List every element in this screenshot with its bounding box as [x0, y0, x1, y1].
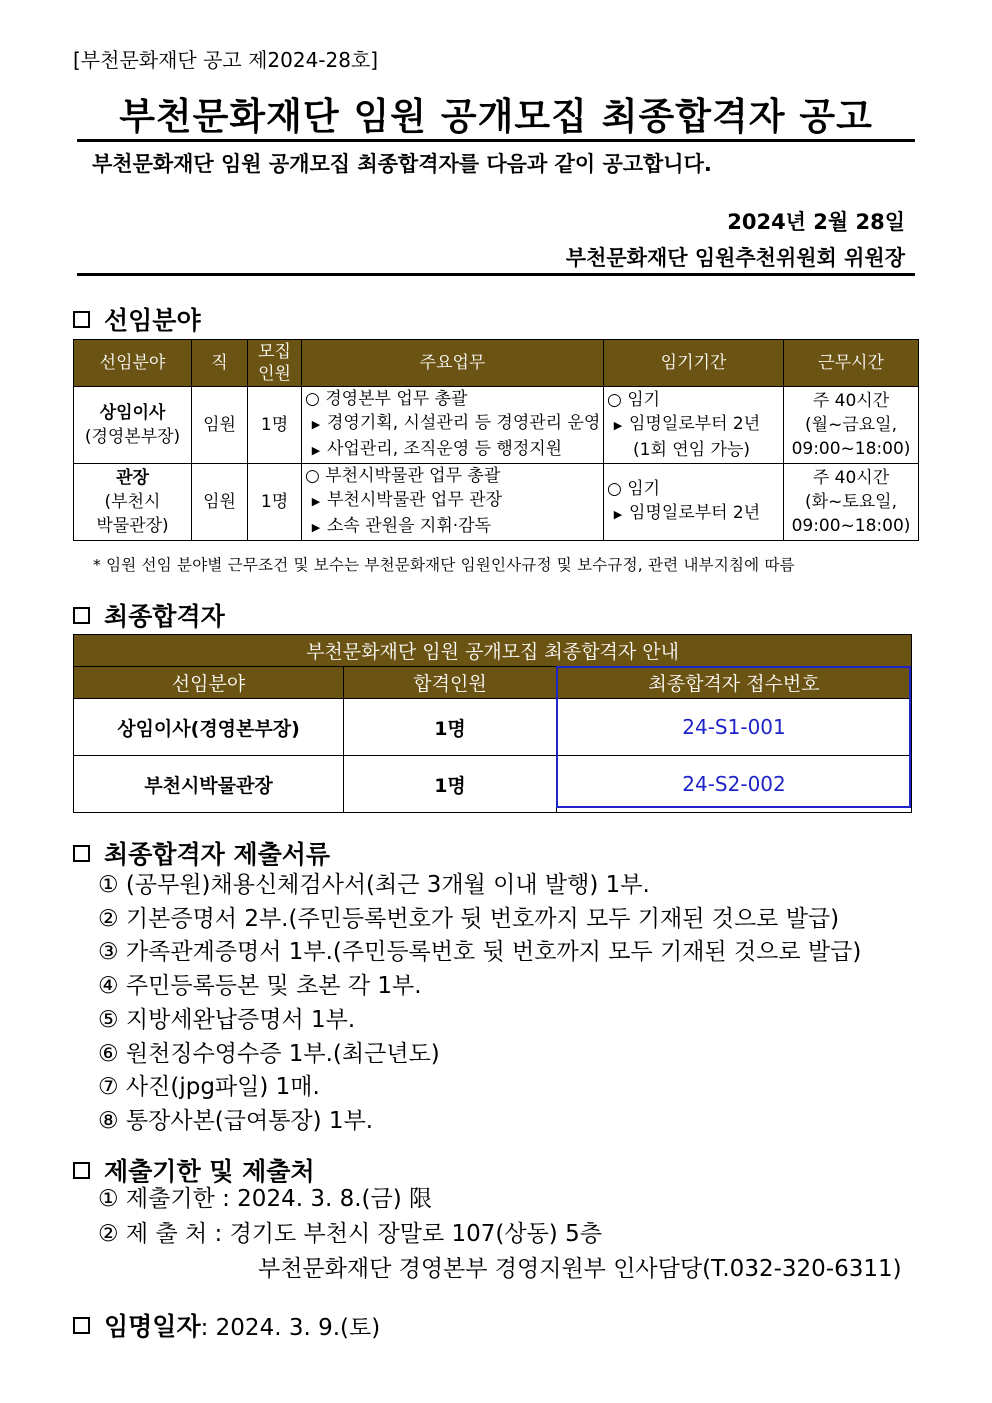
section-heading-field: 선임분야 — [73, 301, 201, 337]
triangle-bullet-icon: ▶ — [613, 508, 623, 521]
checkbox-square-icon — [73, 311, 90, 328]
term-cell: ○ 임기 ▶ 임명일로부터 2년 — [604, 464, 784, 541]
table-caption-row — [74, 635, 912, 667]
column-header: 최종합격자 접수번호 — [557, 667, 912, 699]
triangle-bullet-icon: ▶ — [311, 495, 321, 508]
divider-bottom — [77, 273, 915, 276]
table-row — [74, 464, 919, 541]
checkbox-square-icon — [73, 1162, 90, 1179]
checkbox-square-icon — [73, 607, 90, 624]
term-cell: ○ 임기 ▶ 임명일로부터 2년 (1회 연임 가능) — [604, 387, 784, 464]
place-text: ② 제 출 처 : 경기도 부천시 장말로 107(상동) 5층 — [98, 1221, 602, 1247]
highlight-box — [556, 666, 911, 808]
notice-number: [부천문화재단 공고 제2024-28호] — [73, 48, 379, 72]
place-detail-text: 부천문화재단 경영본부 경영지원부 인사담당(T.032-320-6311) — [258, 1256, 902, 1282]
list-item: ③ 가족관계증명서 1부.(주민등록번호 뒷 번호까지 모두 기재된 것으로 발급) — [98, 939, 862, 966]
column-header: 직 — [192, 340, 248, 387]
section-heading-documents: 최종합격자 제출서류 — [73, 835, 330, 871]
deadline-text: ① 제출기한 : 2024. 3. 8.(금) 限 — [98, 1186, 433, 1212]
section-heading-results: 최종합격자 — [73, 597, 225, 633]
column-header: 합격인원 — [344, 667, 557, 699]
triangle-bullet-icon: ▶ — [613, 419, 623, 432]
checkbox-square-icon — [73, 1317, 90, 1334]
field-cell: 관장 (부천시 박물관장) — [74, 464, 192, 541]
section-heading-submission: 제출기한 및 제출처 — [73, 1152, 315, 1188]
checkbox-square-icon — [73, 845, 90, 862]
list-item: ⑥ 원천징수영수증 1부.(최근년도) — [98, 1040, 440, 1067]
hours-cell: 주 40시간 (화~토요일, 09:00~18:00) — [784, 464, 919, 541]
signer: 부천문화재단 임원추천위원회 위원장 — [565, 246, 905, 270]
list-item: ⑧ 통장사본(급여통장) 1부. — [98, 1107, 374, 1134]
list-item: ② 기본증명서 2부.(주민등록번호가 뒷 번호까지 모두 기재된 것으로 발급) — [98, 905, 840, 932]
hours-cell: 주 40시간 (월~금요일, 09:00~18:00) — [784, 387, 919, 464]
duty-cell: ○ 부천시박물관 업무 총괄 ▶ 부천시박물관 업무 관장 ▶ 소속 관원을 지휘·감독 — [302, 464, 604, 541]
position-cell: 임원 — [192, 464, 248, 541]
count-cell: 1명 — [344, 756, 557, 813]
footnote: * 임원 선임 분야별 근무조건 및 보수는 부천문화재단 임원인사규정 및 보수규정, 관련 내부지침에 따름 — [93, 556, 795, 574]
column-header: 모집 인원 — [248, 340, 302, 387]
count-cell: 1명 — [248, 387, 302, 464]
submission-info — [98, 1182, 902, 1287]
triangle-bullet-icon: ▶ — [311, 418, 321, 431]
section-heading-appointment: 임명일자 : 2024. 3. 9.(토) — [73, 1307, 380, 1343]
table-header-row — [74, 340, 919, 387]
code-cell: 24-S2-002 — [557, 756, 912, 813]
field-cell: 상임이사 (경영본부장) — [74, 387, 192, 464]
position-cell: 임원 — [192, 387, 248, 464]
field-table — [73, 339, 919, 541]
list-item: ⑦ 사진(jpg파일) 1매. — [98, 1074, 320, 1101]
column-header: 선임분야 — [74, 340, 192, 387]
divider-top — [77, 139, 915, 142]
code-cell: 24-S1-001 — [557, 699, 912, 756]
column-header: 임기기간 — [604, 340, 784, 387]
appointment-date: : 2024. 3. 9.(토) — [200, 1314, 381, 1341]
field-cell: 상임이사(경영본부장) — [74, 699, 344, 756]
document-list — [98, 869, 861, 1139]
duty-cell: ○ 경영본부 업무 총괄 ▶ 경영기획, 시설관리 등 경영관리 운영 ▶ 사업관리, 조직운영 등 행정지원 — [302, 387, 604, 464]
table-caption: 부천문화재단 임원 공개모집 최종합격자 안내 — [74, 635, 912, 667]
count-cell: 1명 — [248, 464, 302, 541]
list-item: ④ 주민등록등본 및 초본 각 1부. — [98, 973, 422, 1000]
column-header: 선임분야 — [74, 667, 344, 699]
page-title: 부천문화재단 임원 공개모집 최종합격자 공고 — [119, 95, 873, 138]
triangle-bullet-icon: ▶ — [311, 521, 321, 534]
count-cell: 1명 — [344, 699, 557, 756]
triangle-bullet-icon: ▶ — [311, 444, 321, 457]
list-item: ① (공무원)채용신체검사서(최근 3개월 이내 발행) 1부. — [98, 872, 650, 898]
table-row — [74, 387, 919, 464]
notice-date: 2024년 2월 28일 — [727, 210, 905, 234]
intro-text: 부천문화재단 임원 공개모집 최종합격자를 다음과 같이 공고합니다. — [92, 152, 712, 176]
list-item: ⑤ 지방세완납증명서 1부. — [98, 1006, 356, 1033]
column-header: 근무시간 — [784, 340, 919, 387]
field-cell: 부천시박물관장 — [74, 756, 344, 813]
column-header: 주요업무 — [302, 340, 604, 387]
